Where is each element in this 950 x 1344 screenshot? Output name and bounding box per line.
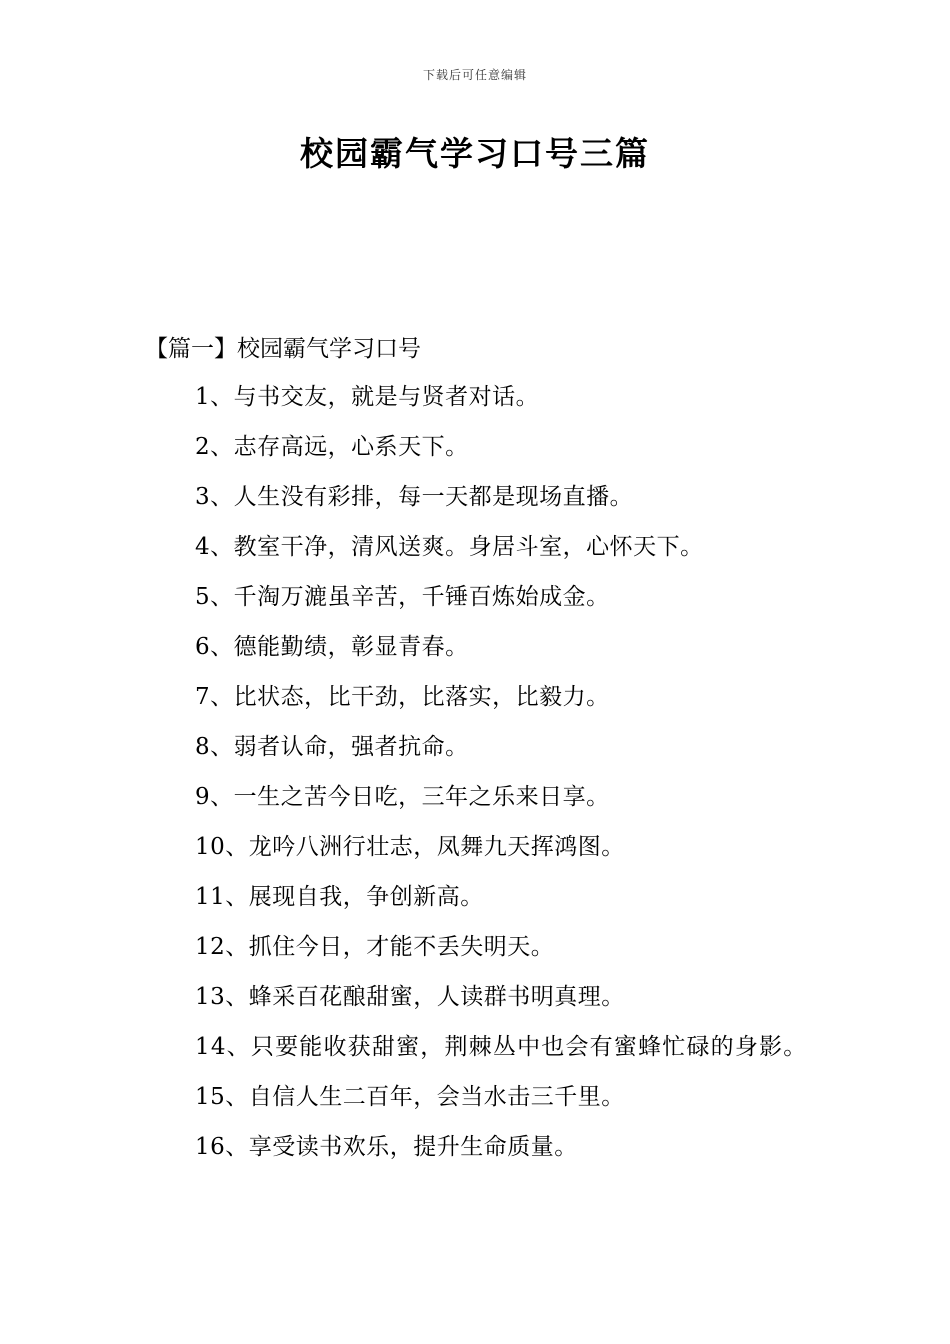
list-item: 11、展现自我，争创新高。 — [195, 884, 484, 910]
list-item: 7、比状态，比干劲，比落实，比毅力。 — [195, 684, 610, 710]
list-item: 15、自信人生二百年，会当水击三千里。 — [195, 1084, 625, 1110]
list-item: 4、教室干净，清风送爽。身居斗室，心怀天下。 — [195, 534, 704, 560]
list-item: 1、与书交友，就是与贤者对话。 — [195, 384, 540, 410]
slogan-list — [145, 381, 815, 1181]
list-item: 16、享受读书欢乐，提升生命质量。 — [195, 1134, 578, 1160]
list-item: 8、弱者认命，强者抗命。 — [195, 734, 469, 760]
document-title: 校园霸气学习口号三篇 — [300, 134, 650, 173]
list-item: 13、蜂采百花酿甜蜜，人读群书明真理。 — [195, 984, 625, 1010]
section-heading: 【篇一】校园霸气学习口号 — [145, 336, 421, 362]
list-item: 12、抓住今日，才能不丢失明天。 — [195, 934, 555, 960]
list-item: 9、一生之苦今日吃，三年之乐来日享。 — [195, 784, 610, 810]
list-item: 14、只要能收获甜蜜，荆棘丛中也会有蜜蜂忙碌的身影。 — [195, 1034, 808, 1060]
list-item: 2、志存高远，心系天下。 — [195, 434, 469, 460]
list-item: 3、人生没有彩排，每一天都是现场直播。 — [195, 484, 634, 510]
list-item: 10、龙吟八洲行壮志，凤舞九天挥鸿图。 — [195, 834, 625, 860]
header-note: 下载后可任意编辑 — [422, 68, 527, 82]
list-item: 5、千淘万漉虽辛苦，千锤百炼始成金。 — [195, 584, 610, 610]
list-item: 6、德能勤绩，彰显青春。 — [195, 634, 469, 660]
